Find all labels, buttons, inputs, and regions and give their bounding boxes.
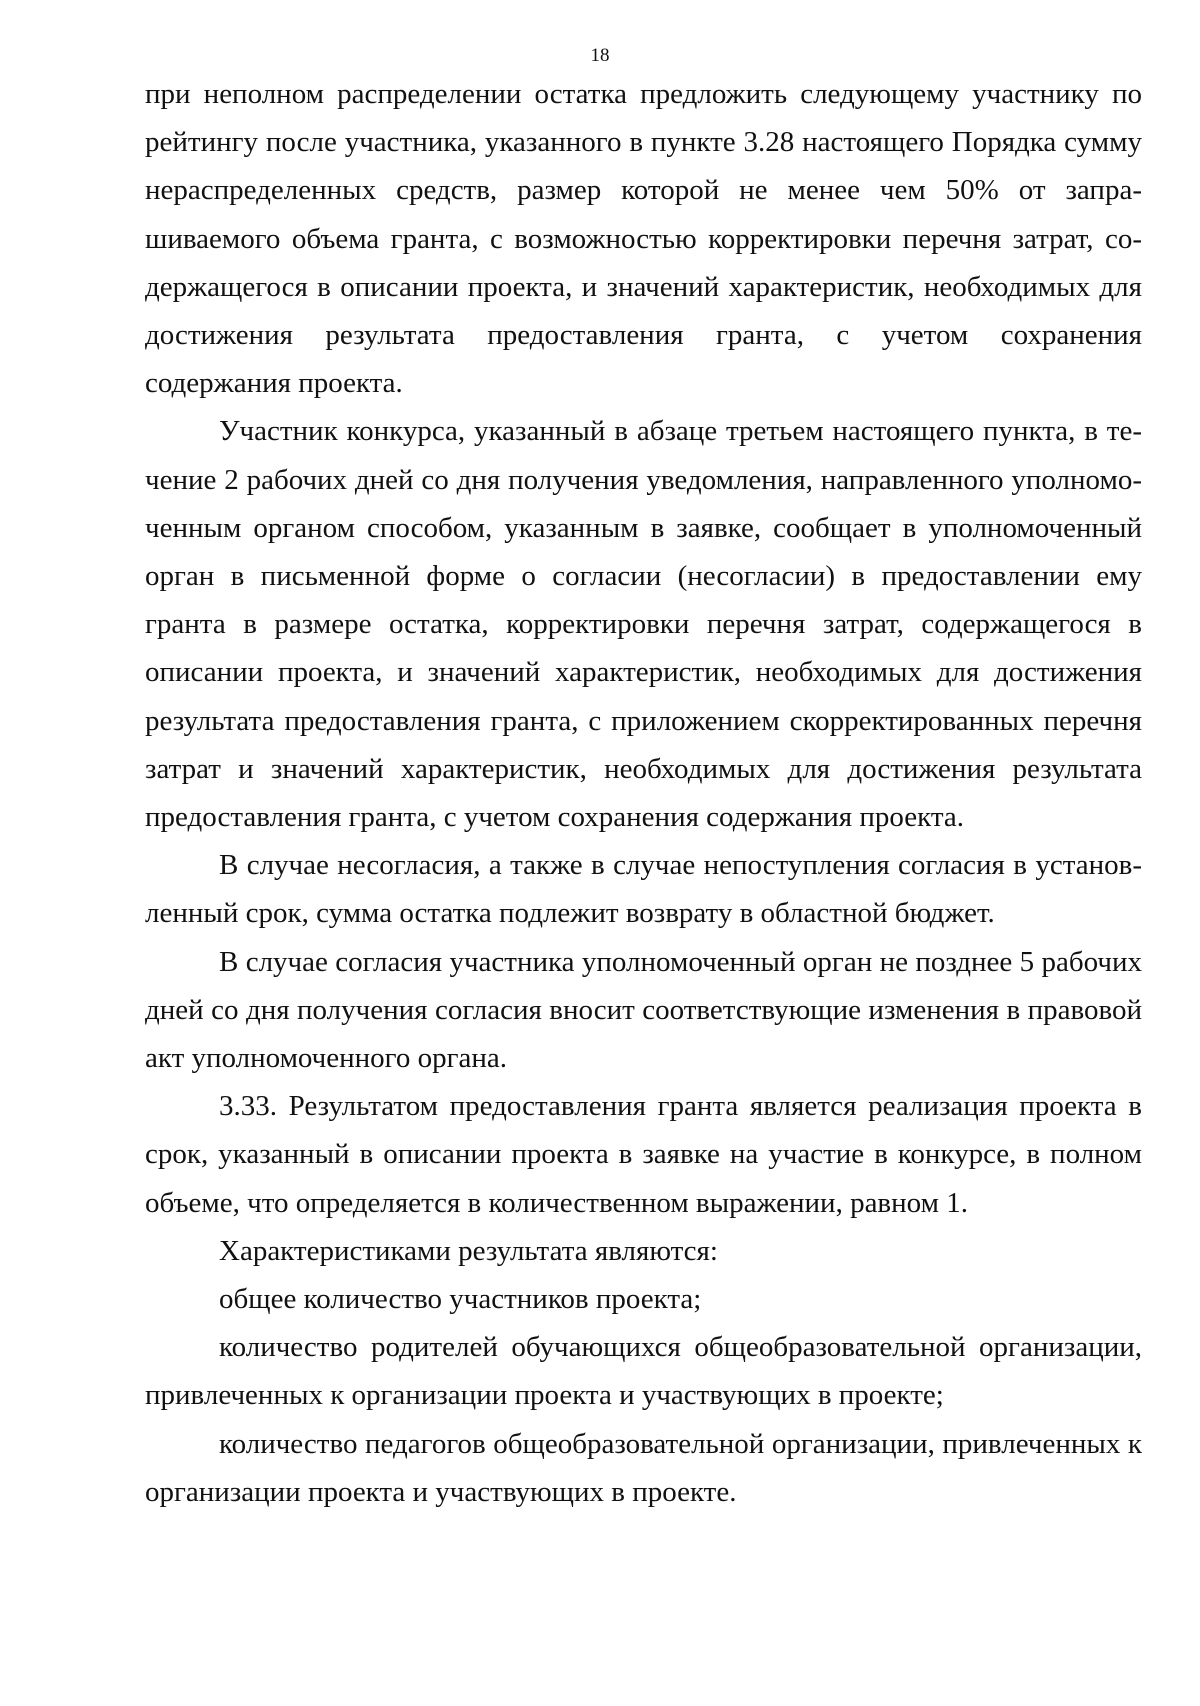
paragraph-participant-response: Участник конкурса, указанный в абзаце третьем настоящего пункта, в течение 2 рабочих дней со дня получения уведомления, направленного уполномоченным органом способом, указанным в заявке, сообщает в уполномоченный орган в письменной форме о согласии (несогласии) в предоставлении ему гранта в размере остатка, корректировки перечня затрат, содержащегося в описании проекта, и значений характеристик, необходимых для достижения результата предоставления гранта, с приложением скорректированных перечня затрат и значений характеристик, необходимых для достижения результата предоставления гранта, с учетом сохранения содержания проекта.	[145, 415, 1142, 834]
list-item-total-participants: общее количество участников проекта;	[219, 1283, 702, 1316]
list-item-parents-count: количество родителей обучающихся общеобразовательной организации, привлеченных к организации проекта и участвующих в проекте;	[145, 1331, 1142, 1412]
document-body	[145, 70, 1142, 1516]
paragraph-disagreement: В случае несогласия, а также в случае непоступления согласия в установленный срок, сумма остатка подлежит возврату в областной бюджет.	[145, 849, 1142, 930]
paragraph-agreement: В случае согласия участника уполномоченный орган не позднее 5 рабочих дней со дня получения согласия вносит соответствующие изменения в правовой акт уполномоченного органа.	[145, 945, 1142, 1075]
page-number: 18	[590, 45, 610, 66]
paragraph-grant-result: 3.33. Результатом предоставления гранта является реализация проекта в срок, указанный в описании проекта в заявке на участие в конкурсе, в полном объеме, что определяется в количественном выражении, равном 1.	[145, 1090, 1142, 1219]
list-item-teachers-count: количество педагогов общеобразовательной организации, привлеченных к организации проекта и участвующих в проекте.	[145, 1427, 1142, 1508]
paragraph-result-characteristics: Характеристиками результата являются:	[219, 1234, 718, 1267]
paragraph-remainder-distribution: при неполном распределении остатка предложить следующему участнику по рейтингу после участника, указанного в пункте 3.28 настоящего Порядка сумму нераспределенных средств, размер которой не менее чем 50% от запрашиваемого объема гранта, с возможностью корректировки перечня затрат, содержащегося в описании проекта, и значений характеристик, необходимых для достижения результата предоставления гранта, с учетом сохранения содержания проекта.	[145, 78, 1142, 400]
